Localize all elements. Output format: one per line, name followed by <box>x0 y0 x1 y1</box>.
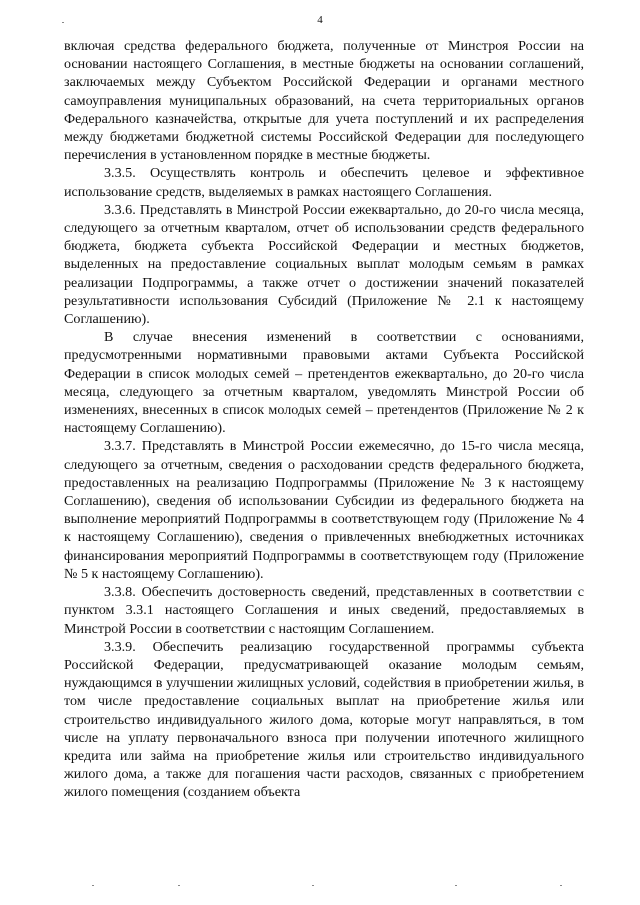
paragraph-clause-3-3-6: 3.3.6. Представлять в Минстрой России ежеквартально, до 20-го числа месяца, следующего за отчетным кварталом, отчет об использовании средств федерального бюджета, бюджета субъекта Российской Федерации и местных бюджетов, выделенных на предоставление социальных выплат молодым семьям в рамках реализации Подпрограммы, а также отчет о достижении значений показателей результативности использования Субсидий (Приложение № 2.1 к настоящему Соглашению). <box>64 201 584 328</box>
document-body <box>64 37 584 802</box>
paragraph-clause-3-3-8: 3.3.8. Обеспечить достоверность сведений, представленных в соответствии с пунктом 3.3.1 настоящего Соглашения и иных сведений, предоставляемых в Минстрой России в соответствии с настоящим Соглашением. <box>64 584 584 637</box>
paragraph-clause-3-3-9: 3.3.9. Обеспечить реализацию государственной программы субъекта Российской Федерации, предусматривающей оказание молодым семьям, нуждающимся в улучшении жилищных условий, содействия в приобретении жилья, в том числе предоставление социальных выплат на приобретение жилья или строительство индивидуального жилого дома, которые могут направляться, в том числе на уплату первоначального взноса при получении ипотечного жилищного кредита или займа на приобретение жилья или строительство индивидуального жилого дома, а также для погашения части расходов, связанных с приобретением жилого помещения (созданием объекта <box>64 638 584 801</box>
scan-speck <box>312 885 314 886</box>
paragraph-clause-3-3-6-changes: В случае внесения изменений в соответствии с основаниями, предусмотренными нормативными правовыми актами Субъекта Российской Федерации в список молодых семей – претендентов ежеквартально, до 20-го числа месяца, следующего за отчетным кварталом, уведомлять Минстрой России об изменениях, внесенных в список молодых семей – претендентов (Приложение № 2 к настоящему Соглашению). <box>64 329 584 437</box>
scan-speck <box>178 885 180 886</box>
paragraph-continuation: включая средства федерального бюджета, полученные от Минстроя России на основании настоящего Соглашения, в местные бюджеты на основании соглашений, заключаемых между Субъектом Российской Федерации и органами местного самоуправления муниципальных образований, на счета территориальных органов Федерального казначейства, открытые для учета поступлений и их распределения между бюджетами бюджетной системы Российской Федерации для последующего перечисления в установленном порядке в местные бюджеты. <box>64 38 584 164</box>
paragraph-clause-3-3-5: 3.3.5. Осуществлять контроль и обеспечить целевое и эффективное использование средств, выделяемых в рамках настоящего Соглашения. <box>64 165 584 200</box>
scan-speck <box>455 885 457 886</box>
scan-speck <box>92 885 94 886</box>
page-number: 4 <box>317 14 323 26</box>
paragraph-clause-3-3-7: 3.3.7. Представлять в Минстрой России ежемесячно, до 15-го числа месяца, следующего за отчетным, сведения о расходовании средств федерального бюджета, предоставленных на реализацию Подпрограммы (Приложение № 3 к настоящему Соглашению), сведения об использовании Субсидии из федерального бюджета на выполнение мероприятий Подпрограммы в соответствующем году (Приложение № 4 к настоящему Соглашению), сведения о привлеченных внебюджетных источниках финансирования мероприятий Подпрограммы в соответствующем году (Приложение № 5 к настоящему Соглашению). <box>64 438 584 582</box>
scan-speck <box>560 885 562 886</box>
scan-speck <box>62 22 64 23</box>
